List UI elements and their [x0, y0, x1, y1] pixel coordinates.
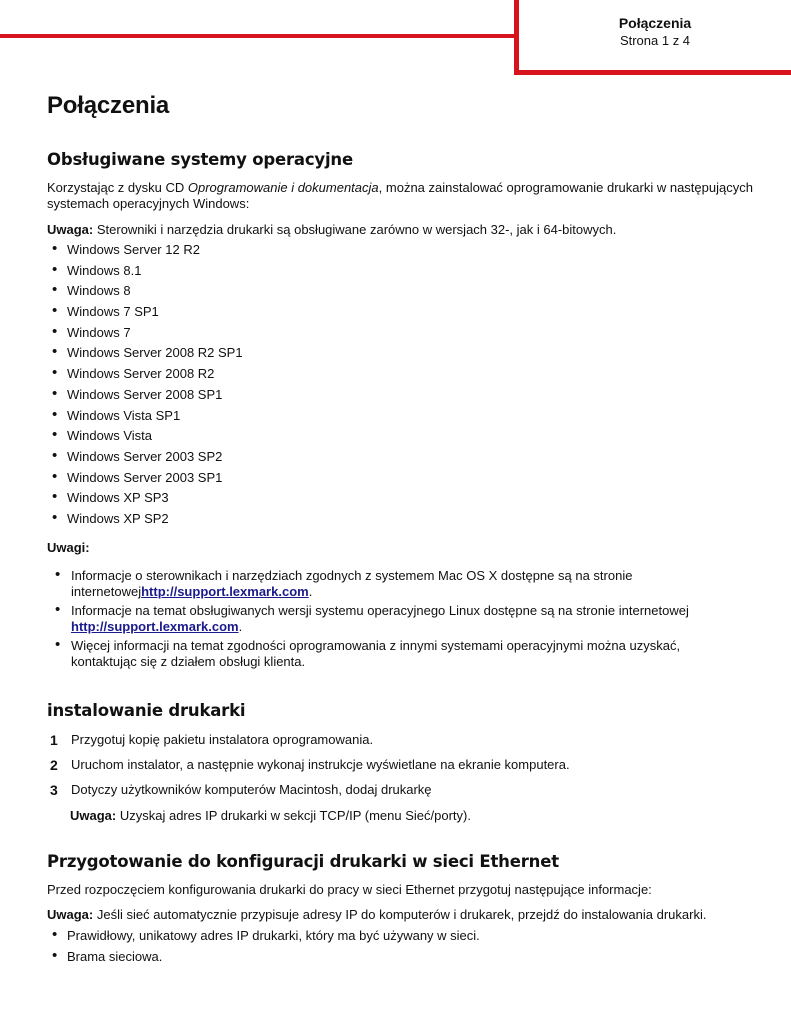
list-item: • Windows 8	[47, 283, 243, 304]
notes-label: Uwagi:	[47, 540, 90, 555]
list-item: • Windows 7 SP1	[47, 304, 243, 325]
os-list	[47, 242, 243, 532]
install-note: Uwaga: Uzyskaj adres IP drukarki w sekcji TCP/IP (menu Sieć/porty).	[70, 808, 471, 823]
ethernet-intro: Przed rozpoczęciem konfigurowania drukarki do pracy w sieci Ethernet przygotuj następujące informacje:	[47, 882, 652, 897]
os-note: Uwaga: Sterowniki i narzędzia drukarki są obsługiwane zarówno w wersjach 32-, jak i 64-bitowych.	[47, 222, 617, 237]
note-item-linux: • Informacje na temat obsługiwanych wersji systemu operacyjnego Linux dostępne są na stronie internetowej http://support.lexmark.com.	[54, 603, 734, 635]
section-heading-ethernet: Przygotowanie do konfiguracji drukarki w sieci Ethernet	[47, 852, 559, 871]
step-number: 2	[50, 757, 58, 773]
list-item: • Windows Server 2003 SP1	[47, 470, 243, 491]
ethernet-note: Uwaga: Jeśli sieć automatycznie przypisuje adresy IP do komputerów i drukarek, przejdź do instalowania drukarki.	[47, 907, 707, 922]
page-title: Połączenia	[47, 92, 170, 119]
list-item: • Windows Vista	[47, 428, 243, 449]
section-heading-install: instalowanie drukarki	[47, 701, 246, 720]
header-title: Połączenia	[618, 15, 692, 31]
section-heading-os: Obsługiwane systemy operacyjne	[47, 150, 353, 169]
step-number: 1	[50, 732, 58, 748]
os-intro-paragraph: Korzystając z dysku CD Oprogramowanie i dokumentacja, można zainstalować oprogramowanie drukarki w następujących systemach operacyjnych Windows:	[47, 180, 753, 211]
list-item: • Windows Server 2008 SP1	[47, 387, 243, 408]
header-rule	[0, 34, 518, 38]
list-item: • Prawidłowy, unikatowy adres IP drukarki, który ma być używany w sieci.	[47, 928, 480, 949]
list-item: • Windows 7	[47, 325, 243, 346]
support-link-linux[interactable]: http://support.lexmark.com	[71, 619, 239, 634]
page-number: Strona 1 z 4	[619, 33, 691, 48]
list-item: • Windows Server 12 R2	[47, 242, 243, 263]
list-item: • Windows XP SP3	[47, 490, 243, 511]
list-item: • Windows XP SP2	[47, 511, 243, 532]
list-item: • Windows Server 2008 R2 SP1	[47, 345, 243, 366]
ethernet-list	[47, 928, 480, 969]
list-item: • Windows Vista SP1	[47, 408, 243, 429]
note-item-mac: • Informacje o sterownikach i narzędziach zgodnych z systemem Mac OS X dostępne są na stronie internetowejhttp://support.lexmark.com.	[54, 568, 734, 600]
notes-list	[54, 568, 734, 673]
step-item: 3 Dotyczy użytkowników komputerów Macintosh, dodaj drukarkę	[50, 782, 432, 798]
step-item: 2 Uruchom instalator, a następnie wykonaj instrukcje wyświetlane na ekranie komputera.	[50, 757, 570, 773]
list-item: • Windows Server 2003 SP2	[47, 449, 243, 470]
install-steps	[50, 732, 570, 807]
step-item: 1 Przygotuj kopię pakietu instalatora oprogramowania.	[50, 732, 374, 748]
note-item-other-os: • Więcej informacji na temat zgodności oprogramowania z innymi systemami operacyjnymi można uzyskać, kontaktując się z działem obsługi klienta.	[54, 638, 734, 670]
step-number: 3	[50, 782, 58, 798]
list-item: • Windows Server 2008 R2	[47, 366, 243, 387]
list-item: • Windows 8.1	[47, 263, 243, 284]
list-item: • Brama sieciowa.	[47, 949, 480, 970]
support-link-mac[interactable]: http://support.lexmark.com	[141, 584, 309, 599]
